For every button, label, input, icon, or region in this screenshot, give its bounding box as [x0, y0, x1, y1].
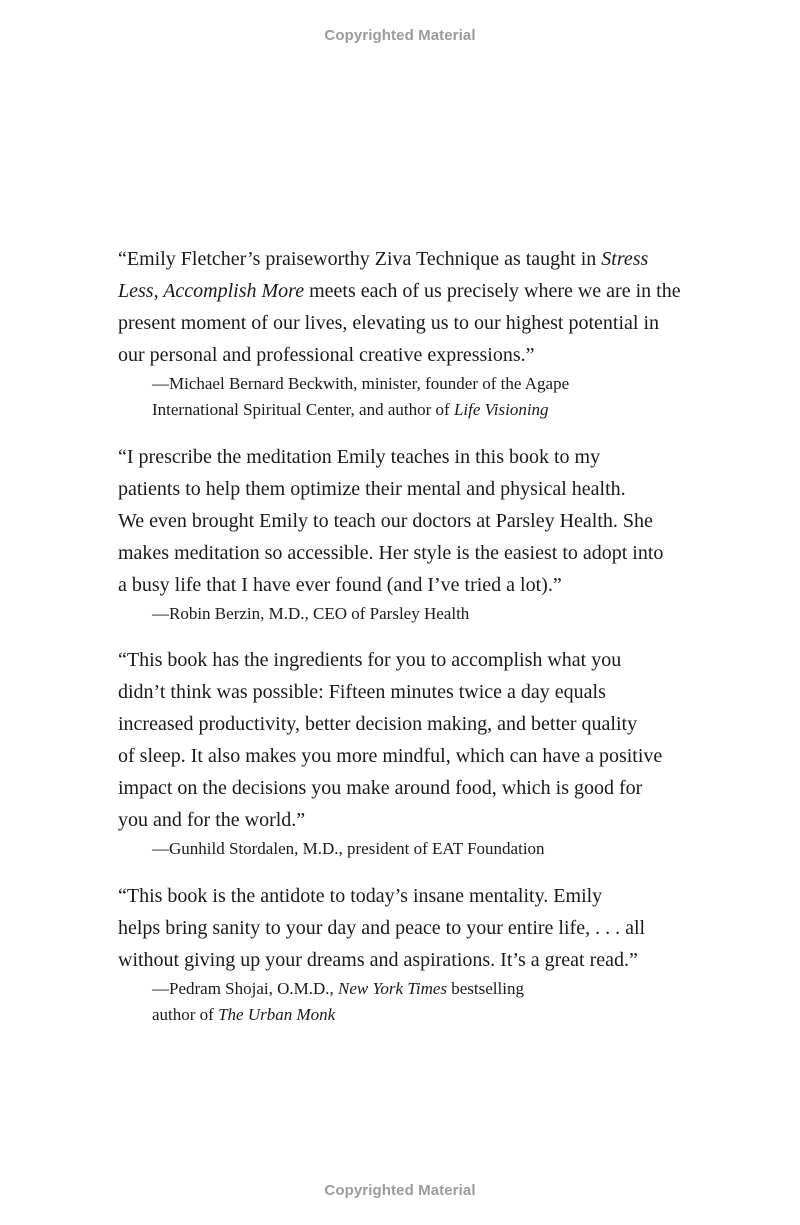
endorsement-attribution [118, 976, 698, 1028]
quote-line: “Emily Fletcher’s praiseworthy Ziva Technique as taught in Stress [118, 248, 649, 270]
quote-line: a busy life that I have ever found (and I’ve tried a lot).” [118, 574, 562, 596]
quote-line: impact on the decisions you make around food, which is good for [118, 777, 643, 799]
quote-line: helps bring sanity to your day and peace to your entire life, . . . all [118, 917, 646, 939]
endorsement-beckwith [118, 243, 698, 423]
quote-line: “This book is the antidote to today’s insane mentality. Emily [118, 885, 603, 907]
endorsement-quote [118, 644, 698, 836]
quote-line: “This book has the ingredients for you to accomplish what you [118, 649, 622, 671]
quote-line: makes meditation so accessible. Her style is the easiest to adopt into [118, 542, 664, 564]
quote-line: Less, Accomplish More meets each of us precisely where we are in the [118, 280, 681, 302]
endorsement-quote [118, 880, 698, 976]
copyright-watermark-top: Copyrighted Material [324, 27, 476, 44]
attribution-line: —Michael Bernard Beckwith, minister, founder of the Agape [152, 374, 570, 393]
quote-line: increased productivity, better decision making, and better quality [118, 713, 638, 735]
quote-line: present moment of our lives, elevating us to our highest potential in [118, 312, 660, 334]
endorsement-stordalen [118, 644, 698, 862]
quote-line: didn’t think was possible: Fifteen minutes twice a day equals [118, 681, 606, 703]
copyright-watermark-bottom: Copyrighted Material [324, 1182, 476, 1199]
endorsement-attribution [118, 836, 698, 862]
quote-line: “I prescribe the meditation Emily teaches in this book to my [118, 446, 601, 468]
endorsement-quote [118, 243, 698, 371]
quote-line: We even brought Emily to teach our doctors at Parsley Health. She [118, 510, 653, 532]
endorsement-berzin [118, 441, 698, 627]
quote-line: of sleep. It also makes you more mindful, which can have a positive [118, 745, 663, 767]
endorsement-quote [118, 441, 698, 601]
attribution-line: —Pedram Shojai, O.M.D., New York Times bestselling [152, 979, 524, 998]
quote-line: without giving up your dreams and aspirations. It’s a great read.” [118, 949, 638, 971]
attribution-line: —Robin Berzin, M.D., CEO of Parsley Health [152, 604, 470, 623]
endorsement-attribution [118, 371, 698, 423]
attribution-line: author of The Urban Monk [152, 1005, 336, 1024]
endorsement-shojai [118, 880, 698, 1028]
attribution-line: International Spiritual Center, and author of Life Visioning [152, 400, 549, 419]
quote-line: patients to help them optimize their mental and physical health. [118, 478, 626, 500]
quote-line: our personal and professional creative expressions.” [118, 344, 535, 366]
endorsement-attribution [118, 601, 698, 627]
attribution-line: —Gunhild Stordalen, M.D., president of EAT Foundation [152, 839, 545, 858]
quote-line: you and for the world.” [118, 809, 306, 831]
